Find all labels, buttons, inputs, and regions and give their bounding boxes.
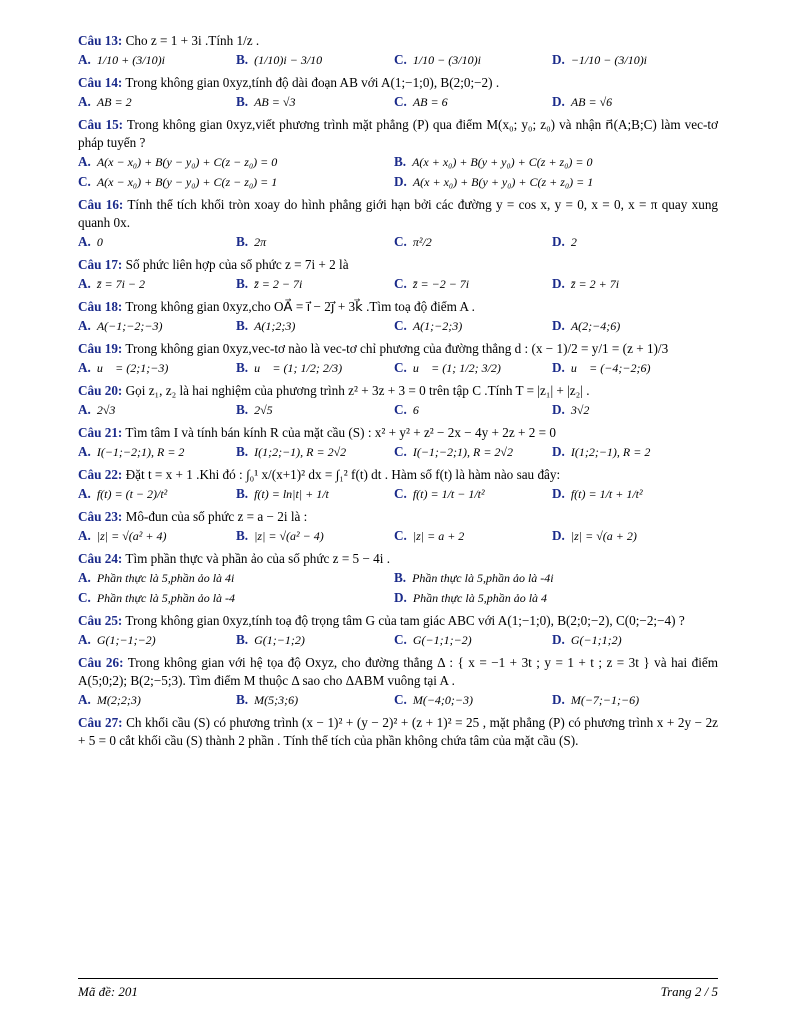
question-block	[78, 466, 718, 508]
option-value: G(−1;1;−2)	[412, 633, 472, 647]
option-letter: D.	[552, 52, 565, 67]
answer-option[interactable]	[78, 50, 236, 70]
question-stem: Tìm tâm I và tính bán kính R của mặt cầu (S) : x² + y² + z² − 2x − 4y + 2z + 2 = 0	[125, 425, 556, 440]
question-block	[78, 196, 718, 256]
option-letter: B.	[394, 154, 407, 169]
option-letter: A.	[78, 528, 91, 543]
answer-options	[78, 690, 718, 710]
option-letter: D.	[552, 234, 565, 249]
question-label: Câu 15:	[78, 117, 124, 132]
question-stem: Số phức liên hợp của số phức z = 7i + 2 là	[125, 257, 349, 272]
question-block	[78, 424, 718, 466]
question-text	[78, 550, 718, 568]
option-value: f(t) = ln|t| + 1/t	[254, 487, 329, 501]
answer-option[interactable]	[236, 484, 394, 504]
answer-option[interactable]	[236, 92, 394, 112]
option-value: AB = 2	[96, 95, 132, 109]
answer-options	[78, 630, 718, 650]
question-label: Câu 17:	[78, 257, 123, 272]
option-value: z̄ = 2 − 7i	[254, 277, 303, 291]
answer-options	[78, 172, 718, 192]
question-stem: Ch khối cầu (S) có phương trình (x − 1)² + (y − 2)² + (z + 1)² = 25 , mặt phẳng (P) có phương trình x + 2y − 2z + 5 = 0 cắt khối cầu (S) thành 2 phần . Tính thể tích của phần không chứa tâm của mặt cầu (S).	[78, 715, 719, 748]
question-stem: Trong không gian với hệ tọa độ Oxyz, cho đường thẳng Δ : { x = −1 + 3t ; y = 1 + t ; z = 3t } và hai điểm A(5;0;2); B(2;−5;3). Tìm điểm M thuộc Δ sao cho ΔABM vuông tại A .	[78, 655, 718, 688]
answer-option[interactable]	[394, 442, 552, 462]
question-text	[78, 196, 718, 232]
option-value: π²/2	[412, 235, 432, 249]
option-letter: C.	[394, 402, 407, 417]
page-footer	[78, 978, 718, 1000]
answer-option[interactable]	[394, 50, 552, 70]
answer-option[interactable]	[78, 568, 394, 588]
option-letter: D.	[552, 444, 565, 459]
answer-option[interactable]	[552, 232, 710, 252]
question-label: Câu 27:	[78, 715, 123, 730]
option-value: A(x − x₀) + B(y − y₀) + C(z − z₀) = 0	[96, 155, 278, 169]
option-letter: D.	[552, 360, 565, 375]
answer-option[interactable]	[552, 442, 710, 462]
option-value: |z| = √(a² + 4)	[96, 529, 167, 543]
option-letter: B.	[236, 692, 249, 707]
answer-option[interactable]	[552, 690, 710, 710]
option-value: z̄ = −2 − 7i	[412, 277, 470, 291]
answer-option[interactable]	[236, 630, 394, 650]
answer-option[interactable]	[78, 442, 236, 462]
question-block	[78, 508, 718, 550]
option-value: A(x + x₀) + B(y + y₀) + C(z + z₀) = 1	[412, 175, 594, 189]
option-value: 6	[412, 403, 419, 417]
question-text	[78, 714, 718, 750]
option-value: A(x + x₀) + B(y + y₀) + C(z + z₀) = 0	[412, 155, 593, 169]
option-value: I(−1;−2;1), R = 2	[96, 445, 185, 459]
option-value: A(1;2;3)	[254, 319, 296, 333]
question-text	[78, 340, 718, 358]
option-letter: C.	[394, 444, 407, 459]
option-value: Phần thực là 5,phần ảo là -4i	[412, 571, 554, 585]
option-value: A(1;−2;3)	[412, 319, 463, 333]
answer-option[interactable]	[78, 152, 394, 172]
option-letter: B.	[236, 52, 249, 67]
option-letter: D.	[552, 486, 565, 501]
option-letter: A.	[78, 154, 91, 169]
question-block	[78, 382, 718, 424]
option-value: 1/10 − (3/10)i	[412, 53, 481, 67]
option-value: A(x − x₀) + B(y − y₀) + C(z − z₀) = 1	[96, 175, 278, 189]
option-value: |z| = a + 2	[412, 529, 465, 543]
question-label: Câu 18:	[78, 299, 123, 314]
answer-options	[78, 588, 718, 608]
option-value: A(−1;−2;−3)	[96, 319, 163, 333]
question-text	[78, 298, 718, 316]
question-stem: Tính thể tích khối tròn xoay do hình phẳng giới hạn bởi các đường y = cos x, y = 0, x = 0, x = π quay xung quanh 0x.	[78, 197, 719, 230]
option-letter: A.	[78, 692, 91, 707]
answer-option[interactable]	[394, 588, 710, 608]
question-block	[78, 32, 718, 74]
option-value: M(5;3;6)	[254, 693, 299, 707]
question-block	[78, 612, 718, 654]
exam-page	[78, 32, 718, 754]
answer-option[interactable]	[394, 316, 552, 336]
answer-option[interactable]	[552, 316, 710, 336]
answer-option[interactable]	[236, 232, 394, 252]
option-value: u⃗ = (−4;−2;6)	[570, 361, 651, 375]
option-letter: A.	[78, 570, 91, 585]
option-letter: A.	[78, 632, 91, 647]
option-value: Phần thực là 5,phần ảo là 4i	[96, 571, 235, 585]
answer-options	[78, 400, 718, 420]
answer-option[interactable]	[236, 526, 394, 546]
question-stem: Trong không gian 0xyz,cho OA⃗ = i⃗ − 2j⃗ + 3k⃗ .Tìm toạ độ điểm A .	[125, 299, 475, 314]
option-letter: A.	[78, 234, 91, 249]
answer-option[interactable]	[78, 630, 236, 650]
option-value: 2	[570, 235, 577, 249]
option-letter: C.	[394, 94, 407, 109]
option-value: 3√2	[570, 403, 590, 417]
option-letter: A.	[78, 486, 91, 501]
answer-option[interactable]	[78, 92, 236, 112]
option-letter: B.	[394, 570, 407, 585]
option-value: 1/10 + (3/10)i	[96, 53, 165, 67]
answer-option[interactable]	[236, 358, 394, 378]
answer-option[interactable]	[394, 274, 552, 294]
question-label: Câu 16:	[78, 197, 124, 212]
answer-option[interactable]	[394, 172, 710, 192]
question-stem: Đặt t = x + 1 .Khi đó : ∫₀¹ x/(x+1)² dx = ∫₁² f(t) dt . Hàm số f(t) là hàm nào sau đây:	[125, 467, 561, 482]
answer-option[interactable]	[394, 232, 552, 252]
question-block	[78, 654, 718, 714]
option-letter: C.	[78, 590, 91, 605]
answer-option[interactable]	[394, 400, 552, 420]
answer-option[interactable]	[78, 690, 236, 710]
option-letter: D.	[394, 590, 407, 605]
question-text	[78, 74, 718, 92]
question-text	[78, 382, 718, 400]
option-value: Phần thực là 5,phần ảo là -4	[96, 591, 236, 605]
option-value: AB = √3	[254, 95, 296, 109]
option-value: 0	[96, 235, 103, 249]
option-value: Phần thực là 5,phần ảo là 4	[412, 591, 548, 605]
option-letter: B.	[236, 276, 249, 291]
option-letter: A.	[78, 402, 91, 417]
option-value: |z| = √(a + 2)	[570, 529, 637, 543]
option-value: f(t) = (t − 2)/t²	[96, 487, 168, 501]
option-value: M(−4;0;−3)	[412, 693, 474, 707]
answer-option[interactable]	[394, 690, 552, 710]
option-letter: C.	[394, 276, 407, 291]
option-value: z̄ = 7i − 2	[96, 277, 146, 291]
option-letter: A.	[78, 94, 91, 109]
question-label: Câu 13:	[78, 33, 123, 48]
answer-option[interactable]	[236, 442, 394, 462]
question-stem: Trong không gian 0xyz,tính toạ độ trọng tâm G của tam giác ABC với A(1;−1;0), B(2;0;−2), C(0;−2;−4) ?	[125, 613, 685, 628]
option-value: z̄ = 2 + 7i	[570, 277, 620, 291]
answer-option[interactable]	[78, 172, 394, 192]
option-letter: A.	[78, 444, 91, 459]
question-text	[78, 508, 718, 526]
option-value: f(t) = 1/t + 1/t²	[570, 487, 643, 501]
answer-options	[78, 358, 718, 378]
option-letter: D.	[552, 402, 565, 417]
answer-option[interactable]	[394, 152, 710, 172]
option-value: M(2;2;3)	[96, 693, 141, 707]
option-letter: C.	[394, 632, 407, 647]
option-letter: C.	[394, 234, 407, 249]
answer-option[interactable]	[236, 316, 394, 336]
question-label: Câu 22:	[78, 467, 123, 482]
option-value: f(t) = 1/t − 1/t²	[412, 487, 485, 501]
answer-option[interactable]	[552, 630, 710, 650]
option-value: 2π	[254, 235, 267, 249]
option-value: I(1;2;−1), R = 2	[570, 445, 651, 459]
question-label: Câu 21:	[78, 425, 123, 440]
question-stem: Cho z = 1 + 3i .Tính 1/z .	[125, 33, 260, 48]
option-value: AB = √6	[570, 95, 613, 109]
answer-option[interactable]	[552, 484, 710, 504]
question-text	[78, 466, 718, 484]
question-label: Câu 19:	[78, 341, 123, 356]
answer-option[interactable]	[394, 630, 552, 650]
answer-option[interactable]	[394, 568, 710, 588]
option-letter: B.	[236, 318, 249, 333]
question-label: Câu 25:	[78, 613, 123, 628]
answer-option[interactable]	[394, 92, 552, 112]
answer-option[interactable]	[552, 92, 710, 112]
option-letter: B.	[236, 360, 249, 375]
answer-options	[78, 484, 718, 504]
question-stem: Trong không gian 0xyz,viết phương trình mặt phẳng (P) qua điểm M(x₀; y₀; z₀) và nhận n⃗(A;B;C) làm vec-tơ pháp tuyến ?	[78, 117, 718, 150]
answer-options	[78, 50, 718, 70]
option-letter: A.	[78, 52, 91, 67]
answer-option[interactable]	[394, 526, 552, 546]
option-value: AB = 6	[412, 95, 448, 109]
answer-options	[78, 568, 718, 588]
question-stem: Mô-đun của số phức z = a − 2i là :	[125, 509, 308, 524]
option-value: G(1;−1;−2)	[96, 633, 156, 647]
option-letter: D.	[394, 174, 407, 189]
option-letter: D.	[552, 94, 565, 109]
answer-options	[78, 442, 718, 462]
answer-option[interactable]	[78, 484, 236, 504]
option-letter: A.	[78, 360, 91, 375]
option-letter: C.	[394, 528, 407, 543]
option-value: G(−1;1;2)	[570, 633, 622, 647]
answer-option[interactable]	[394, 358, 552, 378]
option-letter: B.	[236, 444, 249, 459]
option-letter: B.	[236, 528, 249, 543]
option-letter: B.	[236, 486, 249, 501]
answer-options	[78, 152, 718, 172]
option-value: u⃗ = (1; 1/2; 2/3)	[254, 361, 343, 375]
option-letter: D.	[552, 318, 565, 333]
question-label: Câu 14:	[78, 75, 123, 90]
question-text	[78, 424, 718, 442]
option-letter: D.	[552, 692, 565, 707]
question-text	[78, 116, 718, 152]
answer-option[interactable]	[394, 484, 552, 504]
answer-option[interactable]	[552, 50, 710, 70]
option-value: I(1;2;−1), R = 2√2	[254, 445, 347, 459]
option-letter: B.	[236, 94, 249, 109]
option-value: I(−1;−2;1), R = 2√2	[412, 445, 514, 459]
option-value: −1/10 − (3/10)i	[570, 53, 648, 67]
option-letter: D.	[552, 276, 565, 291]
option-value: u⃗ = (1; 1/2; 3/2)	[412, 361, 501, 375]
answer-option[interactable]	[236, 690, 394, 710]
option-letter: C.	[394, 318, 407, 333]
option-value: G(1;−1;2)	[254, 633, 305, 647]
answer-option[interactable]	[236, 400, 394, 420]
answer-option[interactable]	[78, 316, 236, 336]
answer-option[interactable]	[552, 358, 710, 378]
option-letter: A.	[78, 276, 91, 291]
question-text	[78, 654, 718, 690]
option-value: M(−7;−1;−6)	[570, 693, 640, 707]
answer-option[interactable]	[78, 358, 236, 378]
option-letter: A.	[78, 318, 91, 333]
option-value: |z| = √(a² − 4)	[254, 529, 324, 543]
option-value: 2√3	[96, 403, 116, 417]
option-value: u⃗ = (2;1;−3)	[96, 361, 169, 375]
answer-option[interactable]	[552, 526, 710, 546]
option-letter: B.	[236, 234, 249, 249]
question-block	[78, 340, 718, 382]
option-letter: D.	[552, 632, 565, 647]
question-block	[78, 550, 718, 612]
exam-code: Mã đề: 201	[78, 984, 138, 999]
answer-options	[78, 316, 718, 336]
question-block	[78, 256, 718, 298]
answer-options	[78, 92, 718, 112]
option-letter: C.	[394, 52, 407, 67]
answer-option[interactable]	[78, 588, 394, 608]
option-value: 2√5	[254, 403, 273, 417]
question-block	[78, 714, 718, 754]
question-stem: Trong không gian 0xyz,vec-tơ nào là vec-tơ chỉ phương của đường thẳng d : (x − 1)/2 = y/1 = (z + 1)/3	[125, 341, 669, 356]
option-value: (1/10)i − 3/10	[254, 53, 323, 67]
answer-option[interactable]	[78, 526, 236, 546]
answer-option[interactable]	[236, 274, 394, 294]
option-letter: C.	[394, 692, 407, 707]
answer-options	[78, 232, 718, 252]
answer-option[interactable]	[236, 50, 394, 70]
answer-option[interactable]	[78, 400, 236, 420]
question-stem: Tìm phần thực và phần ảo của số phức z = 5 − 4i .	[125, 551, 391, 566]
question-label: Câu 24:	[78, 551, 123, 566]
answer-option[interactable]	[78, 232, 236, 252]
answer-options	[78, 274, 718, 294]
page-number: Trang 2 / 5	[660, 984, 718, 999]
answer-option[interactable]	[552, 274, 710, 294]
question-text	[78, 612, 718, 630]
answer-option[interactable]	[552, 400, 710, 420]
question-text	[78, 256, 718, 274]
option-letter: C.	[78, 174, 91, 189]
option-letter: B.	[236, 632, 249, 647]
question-block	[78, 298, 718, 340]
question-stem: Trong không gian 0xyz,tính độ dài đoạn AB với A(1;−1;0), B(2;0;−2) .	[125, 75, 500, 90]
answer-option[interactable]	[78, 274, 236, 294]
question-label: Câu 26:	[78, 655, 124, 670]
question-stem: Gọi z₁, z₂ là hai nghiệm của phương trình z² + 3z + 3 = 0 trên tập C .Tính T = |z₁| + |z₂| .	[125, 383, 590, 398]
answer-options	[78, 526, 718, 546]
question-block	[78, 116, 718, 196]
question-label: Câu 23:	[78, 509, 123, 524]
question-label: Câu 20:	[78, 383, 123, 398]
question-block	[78, 74, 718, 116]
option-letter: C.	[394, 486, 407, 501]
option-value: A(2;−4;6)	[570, 319, 621, 333]
question-text	[78, 32, 718, 50]
option-letter: B.	[236, 402, 249, 417]
option-letter: C.	[394, 360, 407, 375]
option-letter: D.	[552, 528, 565, 543]
